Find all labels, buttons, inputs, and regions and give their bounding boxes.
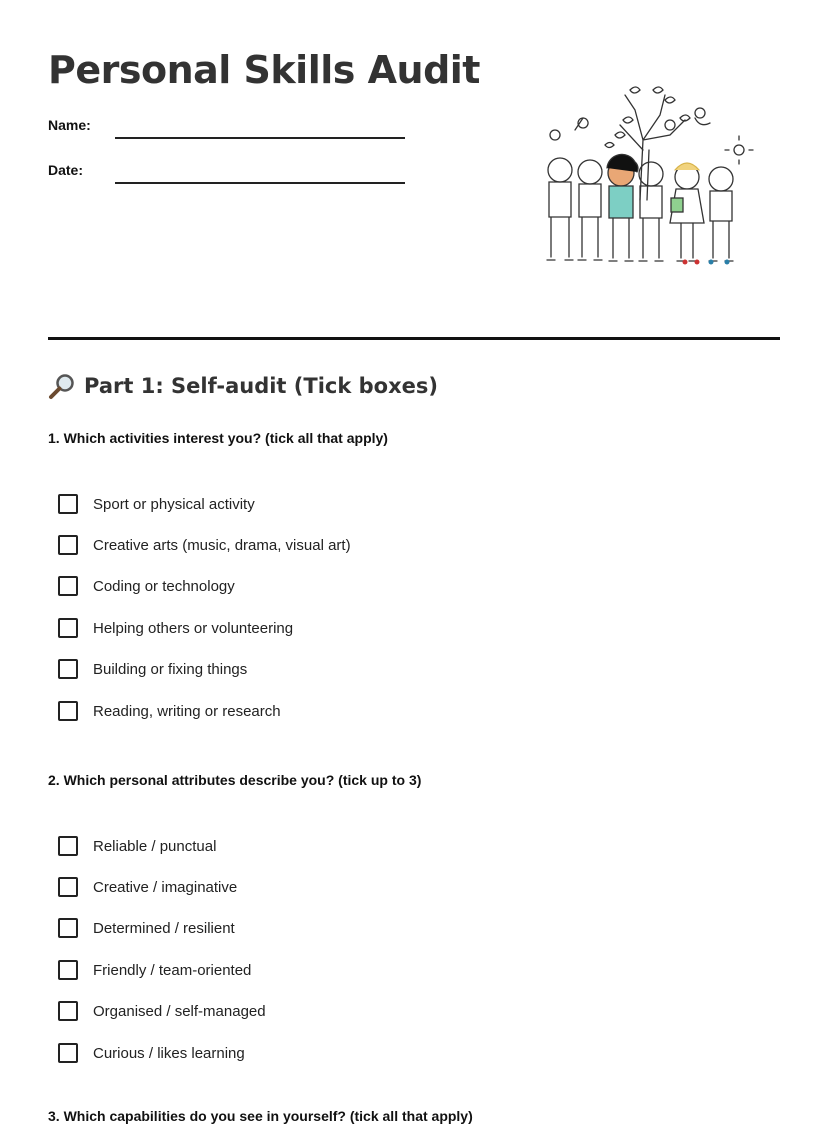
option-creative-arts[interactable] <box>58 533 351 557</box>
option-reliable[interactable] <box>58 834 216 858</box>
option-label: Determined / resilient <box>93 919 235 937</box>
question-1: 1. Which activities interest you? (tick all that apply) <box>48 430 388 446</box>
question-2: 2. Which personal attributes describe you? (tick up to 3) <box>48 772 422 788</box>
option-label: Creative arts (music, drama, visual art) <box>93 536 351 554</box>
checkbox[interactable] <box>58 877 78 897</box>
checkbox[interactable] <box>58 535 78 555</box>
option-building[interactable] <box>58 657 247 681</box>
name-field[interactable] <box>115 137 405 139</box>
part1-title: Part 1: Self-audit (Tick boxes) <box>84 374 438 398</box>
option-coding[interactable] <box>58 574 235 598</box>
checkbox[interactable] <box>58 701 78 721</box>
option-label: Friendly / team-oriented <box>93 961 252 979</box>
part1-heading <box>48 372 438 400</box>
option-label: Sport or physical activity <box>93 495 255 513</box>
question-3: 3. Which capabilities do you see in yourself? (tick all that apply) <box>48 1108 473 1124</box>
checkbox[interactable] <box>58 960 78 980</box>
option-friendly[interactable] <box>58 958 251 982</box>
checkbox[interactable] <box>58 1001 78 1021</box>
section-divider <box>48 337 780 340</box>
option-label: Creative / imaginative <box>93 878 238 896</box>
option-curious[interactable] <box>58 1041 245 1065</box>
option-label: Curious / likes learning <box>93 1044 245 1062</box>
option-label: Helping others or volunteering <box>93 619 294 637</box>
option-reading[interactable] <box>58 699 281 723</box>
date-label: Date: <box>48 162 84 178</box>
option-determined[interactable] <box>58 916 235 940</box>
checkbox[interactable] <box>58 618 78 638</box>
checkbox[interactable] <box>58 918 78 938</box>
name-label: Name: <box>48 117 91 133</box>
checkbox[interactable] <box>58 659 78 679</box>
option-label: Reliable / punctual <box>93 837 217 855</box>
option-label: Coding or technology <box>93 577 235 595</box>
option-organised[interactable] <box>58 999 266 1023</box>
option-sport[interactable] <box>58 492 255 516</box>
option-label: Building or fixing things <box>93 660 248 678</box>
option-helping[interactable] <box>58 616 293 640</box>
checkbox[interactable] <box>58 836 78 856</box>
checkbox[interactable] <box>58 576 78 596</box>
option-label: Reading, writing or research <box>93 702 281 720</box>
checkbox[interactable] <box>58 1043 78 1063</box>
children-tree-illustration <box>535 80 755 280</box>
checkbox[interactable] <box>58 494 78 514</box>
date-field[interactable] <box>115 182 405 184</box>
page-title: Personal Skills Audit <box>48 48 480 92</box>
option-label: Organised / self-managed <box>93 1002 266 1020</box>
option-imaginative[interactable] <box>58 875 237 899</box>
magnifying-glass-icon <box>48 372 76 400</box>
